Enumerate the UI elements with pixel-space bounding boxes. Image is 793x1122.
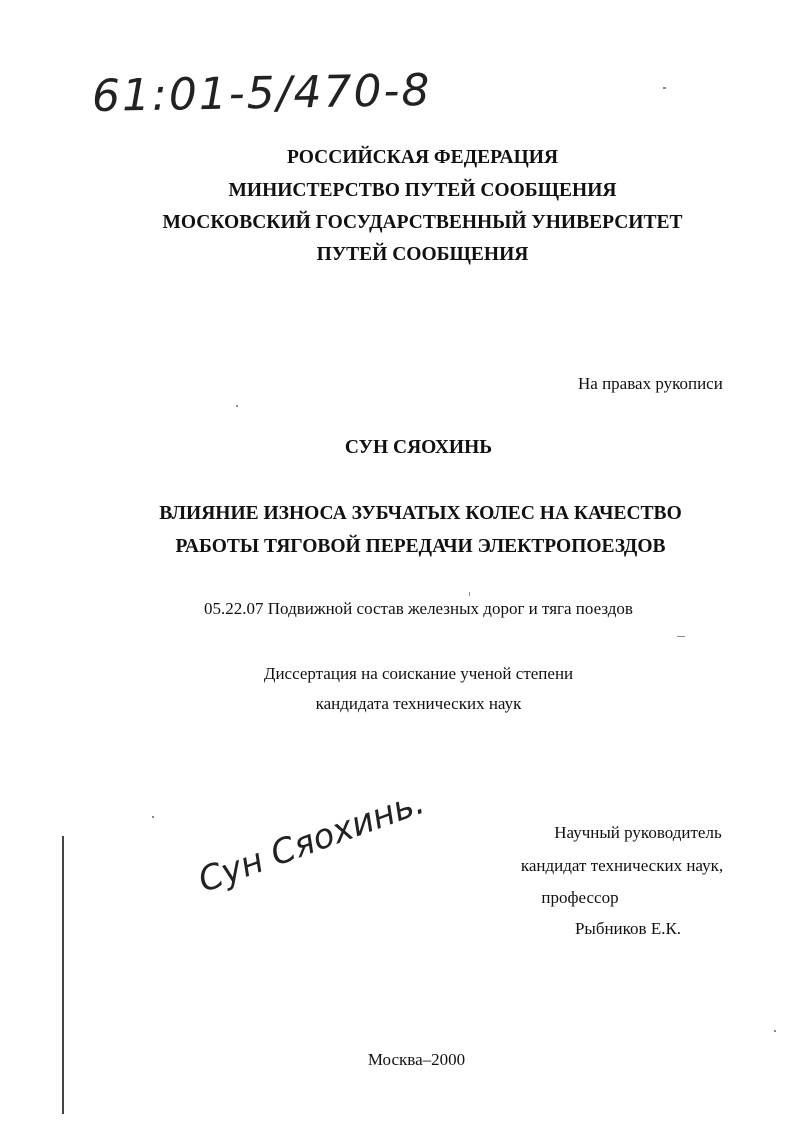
scan-dash bbox=[677, 636, 685, 637]
author-name: СУН СЯОХИНЬ bbox=[344, 437, 493, 458]
place-year: Москва–2000 bbox=[367, 1050, 466, 1069]
manuscript-note: На правах рукописи bbox=[578, 374, 723, 393]
dissertation-title-line-2: РАБОТЫ ТЯГОВОЙ ПЕРЕДАЧИ ЭЛЕКТРОПОЕЗДОВ bbox=[175, 536, 666, 557]
scan-dot bbox=[663, 87, 666, 89]
header-university-cont: ПУТЕЙ СООБЩЕНИЯ bbox=[316, 244, 529, 265]
degree-line-2: кандидата технических наук bbox=[315, 694, 522, 713]
scan-dot bbox=[152, 816, 154, 818]
degree-line-1: Диссертация на соискание ученой степени bbox=[263, 664, 574, 683]
archive-code-handwritten: 61:01-5/470-8 bbox=[91, 65, 432, 122]
header-ministry: МИНИСТЕРСТВО ПУТЕЙ СООБЩЕНИЯ bbox=[228, 180, 617, 201]
supervisor-name: Рыбников Е.К. bbox=[574, 919, 682, 938]
supervisor-degree: кандидат технических наук, bbox=[520, 856, 724, 875]
supervisor-rank: профессор bbox=[541, 888, 619, 907]
header-university: МОСКОВСКИЙ ГОСУДАРСТВЕННЫЙ УНИВЕРСИТЕТ bbox=[162, 212, 683, 233]
scan-left-edge-line bbox=[62, 836, 64, 1114]
supervisor-label: Научный руководитель bbox=[554, 823, 722, 842]
specialty-code: 05.22.07 Подвижной состав железных дорог и тяга поездов bbox=[204, 599, 633, 618]
header-country: РОССИЙСКАЯ ФЕДЕРАЦИЯ bbox=[286, 147, 559, 168]
author-signature: Сун Сяохинь. bbox=[193, 782, 430, 901]
dissertation-title-line-1: ВЛИЯНИЕ ИЗНОСА ЗУБЧАТЫХ КОЛЕС НА КАЧЕСТВО bbox=[159, 503, 682, 524]
scan-dot bbox=[469, 592, 470, 596]
scan-dot bbox=[774, 1030, 776, 1032]
scan-dot bbox=[236, 405, 238, 407]
